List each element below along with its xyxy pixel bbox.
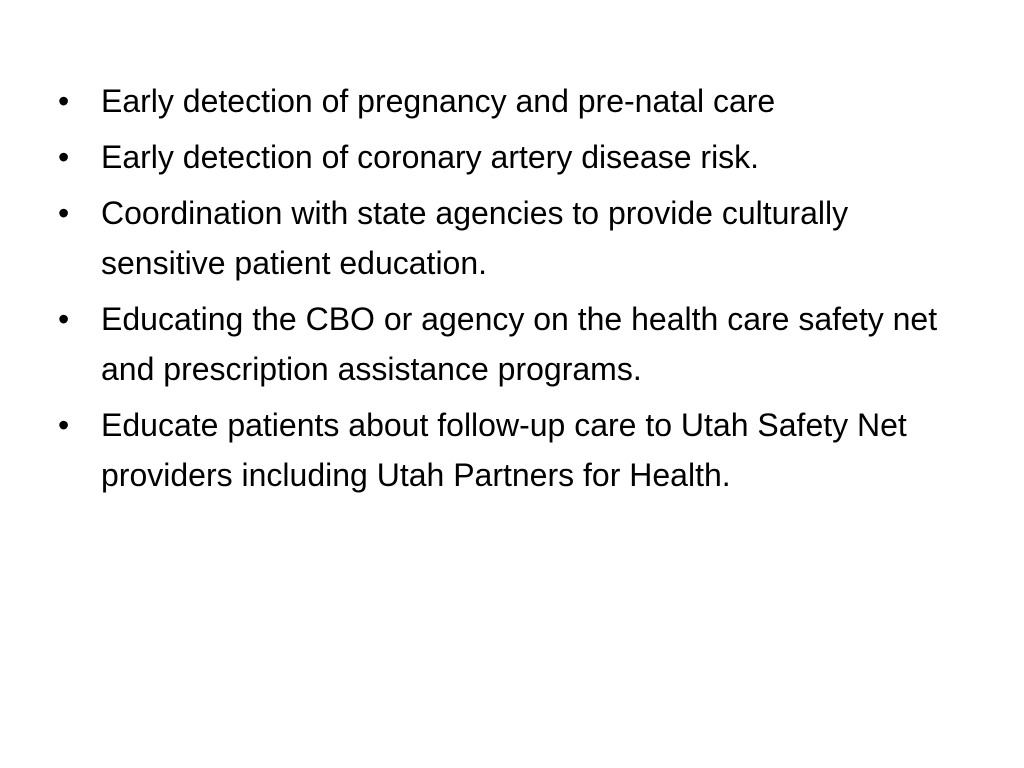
bullet-text: Educate patients about follow-up care to Utah Safety Net providers including Utah Partners for Health. bbox=[101, 407, 907, 493]
bullet-text: Coordination with state agencies to provide culturally sensitive patient education. bbox=[101, 195, 849, 281]
bullet-dot-icon: • bbox=[58, 407, 70, 443]
bullet-item-state-coordination bbox=[58, 188, 978, 288]
bullet-item-coronary-risk bbox=[58, 132, 978, 182]
bullet-dot-icon: • bbox=[58, 301, 70, 337]
bullet-text: Early detection of coronary artery disease risk. bbox=[101, 139, 760, 175]
bullet-text: Educating the CBO or agency on the health care safety net and prescription assistance programs. bbox=[101, 301, 938, 387]
bullet-item-follow-up-care bbox=[58, 400, 978, 500]
bullet-dot-icon: • bbox=[58, 139, 70, 175]
bullet-list bbox=[58, 76, 978, 506]
bullet-text: Early detection of pregnancy and pre-natal care bbox=[101, 83, 776, 119]
bullet-item-educating-cbo bbox=[58, 294, 978, 394]
bullet-item-pregnancy-care bbox=[58, 76, 978, 126]
bullet-dot-icon: • bbox=[58, 83, 70, 119]
bullet-dot-icon: • bbox=[58, 195, 70, 231]
